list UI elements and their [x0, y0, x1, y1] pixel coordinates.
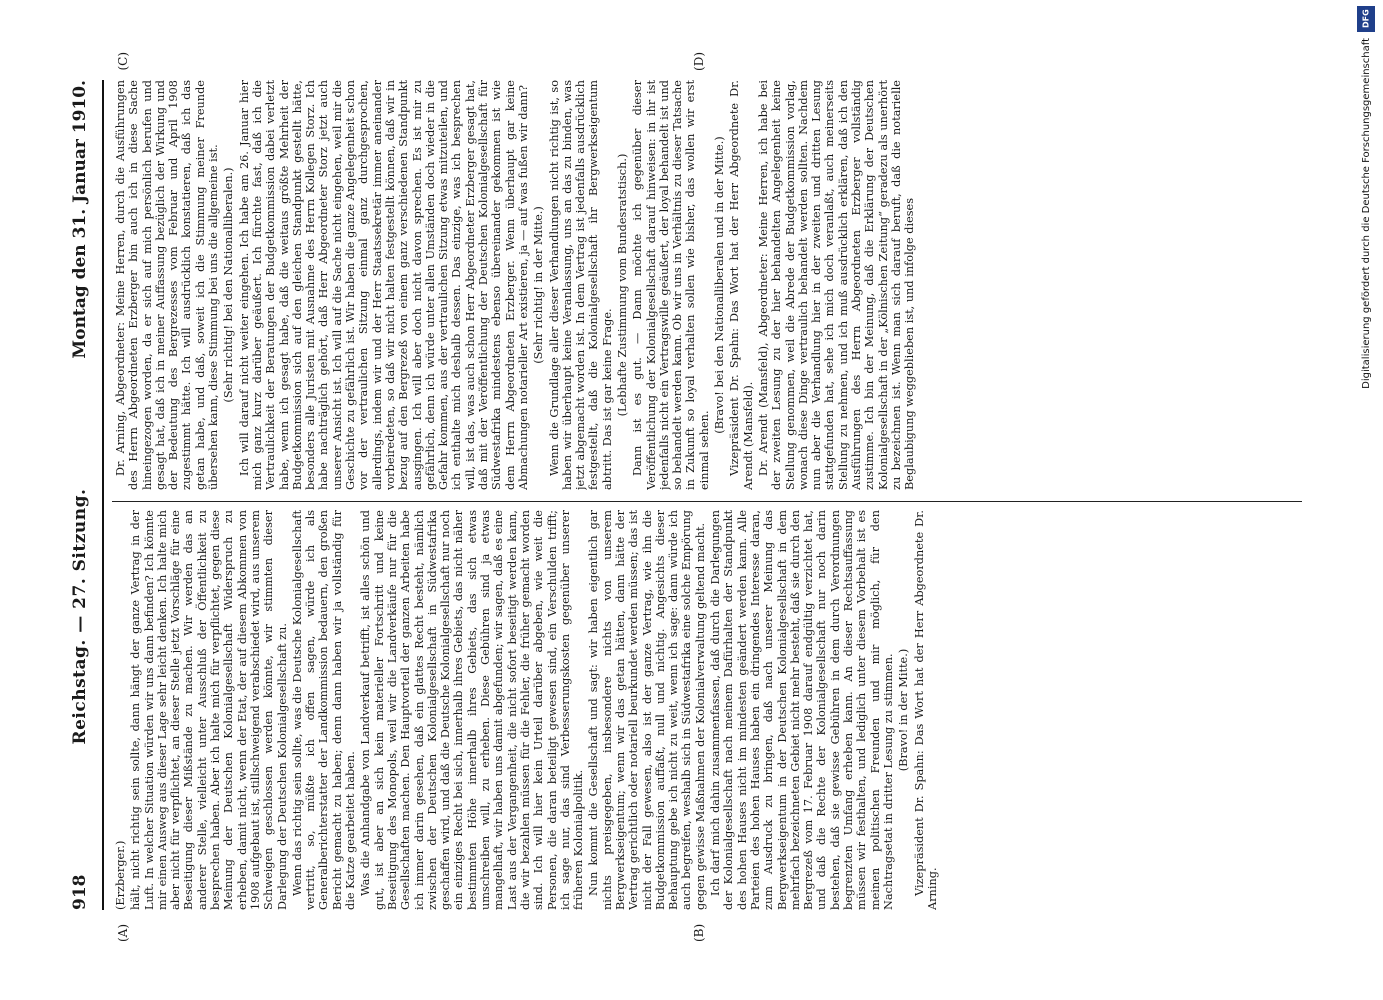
- page-number: 918: [69, 874, 90, 910]
- paragraph: Dr. Arendt (Mansfeld), Abgeordneter: Meine Herren, ich habe bei der zweiten Lesung zu der hier behandelten Angelegenheit keine Stellung genommen, weil die Abrede der Budgetkommission vorlag, wonach diese Dinge vertraulich behandelt werden sollten. Nachdem nun aber die Verhandlung hier in der zweiten und dritten Lesung stattgefunden hat, sehe ich mich doch veranlaßt, auch meinerseits Stellung zu nehmen, und ich muß ausdrücklich erklären, daß ich den Ausführungen des Herrn Abgeordneten Erzberger vollständig zustimme. Ich bin der Meinung, daß die Erklärung der Deutschen Kolonialgesellschaft in der „Kölnischen Zeitung“ geradezu als unerhört zu bezeichnen ist. Wenn man sich darauf beruft, daß die notarielle Beglaubigung weggeblieben ist, und infolge dieses: [756, 80, 916, 490]
- paragraph: Ich will darauf nicht weiter eingehen. Ich habe am 26. Januar hier mich ganz kurz darüber geäußert. Ich fürchte fast, daß ich die Vertraulichkeit der Beratungen der Budgetkommission dabei verletzt habe, wenn ich gesagt habe, daß die weitaus größte Mehrheit der Budgetkommission sich auf den gleichen Standpunkt gestellt hätte, besonders alle Juristen mit Ausnahme des Herrn Kollegen Storz. Ich habe nachträglich gehört, daß Herr Abgeordneter Storz jetzt auch unserer Ansicht ist. Ich will auf die Sache nicht eingehen, weil mir die Geschichte zu gefährlich ist. Wir haben die ganze Angelegenheit schon vor der vertraulichen Sitzung einmal ganz durchgesprochen, allerdings, indem wir und der Herr Staatssekretär immer aneinander vorbeiredeten, so daß wir nicht halten festgestellt können, daß wir in bezug auf den Bergrezeß von einem ganz verschiedenen Standpunkt ausgingen. Ich will aber doch nicht davon sprechen. Es ist mir zu gefährlich, denn ich würde unter allen Umständen doch wieder in die Gefahr kommen, aus der vertraulichen Sitzung etwas mitzuteilen, und ich enthalte mich deshalb dessen. Das einzige, was ich besprechen will, ist das, was auch schon Herr Abgeordneter Erzberger gesagt hat, daß mit der Veröffentlichung der Deutschen Kolonialgesellschaft für Südwestafrika mindestens ebenso übereinander gekommen ist wie dem Herrn Abgeordneten Erzberger. Wenn überhaupt gar keine Abmachungen notarieller Art existieren, ja — auf was fußen wir dann?: [237, 80, 530, 490]
- paragraph: Vizepräsident Dr. Spahn: Das Wort hat der Herr Abgeordnete Dr. Arning.: [912, 510, 939, 910]
- digitization-credit: [1355, 6, 1375, 996]
- marker-a: (A): [115, 923, 130, 942]
- session-date: Montag den 31. Januar 1910.: [69, 80, 90, 359]
- paragraph: Wenn die Grundlage aller dieser Verhandlungen nicht richtig ist, so haben wir überhaupt keine Veranlassung, uns an das zu binden, was jetzt abgemacht worden ist. In dem Vertrag ist jedenfalls ausdrücklich festgestellt, daß die Kolonialgesellschaft ihr Bergwerkseigentum abtritt. Das ist gar keine Frage.: [547, 80, 614, 490]
- rotated-page: [52, 50, 1332, 950]
- digitization-credit-text: Digitalisierung gefördert durch die Deutsche Forschungsgemeinschaft: [1361, 38, 1372, 389]
- reaction-note: (Sehr richtig! in der Mitte.): [531, 206, 545, 364]
- left-column: [114, 510, 1322, 910]
- right-column: [114, 80, 1322, 490]
- reaction-note: (Bravo! bei den Nationalliberalen und in der Mitte.): [712, 136, 726, 434]
- marker-b: (B): [691, 923, 706, 942]
- paragraph: Nun kommt die Gesellschaft und sagt: wir haben eigentlich gar nichts preisgegeben, insbesondere nichts von unserem Bergwerkseigentum; wenn wir das getan hätten, dann hätte der Vertrag gerichtlich oder notariell beurkundet werden müssen; das ist nicht der Fall gewesen, also ist der ganze Vertrag, wie ihn die Budgetkommission auffaßt, null und nichtig. Angesichts dieser Behauptung gebe ich nicht zu weit, wenn ich sage: dann würde ich auch begreifen, weshalb sich in Südwestafrika eine solche Empörung gegen gewisse Maßnahmen der Kolonialverwaltung geltend macht.: [586, 510, 707, 910]
- session-title: Reichstag. — 27. Sitzung.: [69, 488, 90, 745]
- page-header: [70, 80, 96, 910]
- reaction-note: (Bravo! in der Mitte.): [896, 648, 910, 772]
- header-rule: [102, 80, 104, 910]
- reaction-note: (Lebhafte Zustimmung vom Bundesratstisch.): [615, 153, 629, 417]
- speaker-continued: (Erzberger.): [113, 840, 127, 910]
- dfg-logo: DFG: [1357, 6, 1375, 32]
- paragraph: Wenn das richtig sein sollte, was die Deutsche Kolonialgesellschaft vertritt, so, müßte ich offen sagen, würde ich als Generalberichterstatter der Landkommission bedauern, den großen Bericht gemacht zu haben; denn dann haben wir ja vollständig für die Katze gearbeitet haben.: [290, 510, 357, 910]
- marker-c: (C): [115, 52, 130, 71]
- paragraph: hält, nicht richtig sein sollte, dann hängt der ganze Vertrag in der Luft. In welcher Situation würden wir uns dann befinden? Ich könnte mir einen Ausweg aus dieser Lage sehr leicht denken. Ich halte mich aber nicht für verpflichtet, an dieser Stelle jetzt Vorschläge für eine Beseitigung dieser Mißstände zu machen. Wir werden das an anderer Stelle, vielleicht unter Ausschluß der Öffentlichkeit zu besprechen haben. Aber ich halte mich für verpflichtet, gegen diese Meinung der Deutschen Kolonialgesellschaft Widerspruch zu erheben, damit nicht, wenn der Etat, der auf diesem Abkommen von 1908 aufgebaut ist, stillschweigend verabschiedet wird, aus unserem Schweigen geschlossen werden könnte, wir stimmten dieser Darlegung der Deutschen Kolonialgesellschaft zu.: [128, 510, 289, 910]
- paragraph: Ich darf mich dahin zusammenfassen, daß durch die Darlegungen der Kolonialgesellschaft nach meinem Dafürhalten der Standpunkt des hohen Hauses nicht im mindesten geändert werden kann. Alle Parteien des hohen Hauses haben ein dringendes Interesse daran, zum Ausdruck zu bringen, daß nach unserer Meinung das Bergwerkseigentum in der Deutschen Kolonialgesellschaft in dem mehrfach bezeichneten Gebiet nicht mehr besteht, daß sie durch den Bergrezeß vom 17. Februar 1908 darauf endgültig verzichtet hat, und daß die Rechte der Kolonialgesellschaft nur noch darin bestehen, daß sie gewisse Gebühren in dem durch Verordnungen begrenzten Umfang erheben kann. An dieser Rechtsauffassung müssen wir festhalten, und lediglich unter diesem Vorbehalt ist es meinen politischen Freunden und mir möglich, für den Nachtragsetat in dritter Lesung zu stimmen.: [708, 510, 895, 910]
- reaction-note: (Sehr richtig! bei den Nationalliberalen.): [221, 167, 235, 403]
- paragraph: Dann ist es gut. — Dann möchte ich gegenüber dieser Veröffentlichung der Kolonialgesellschaft darauf hinweisen: in ihr ist jedenfalls nicht ein Vertragswille geäußert, der loyal behandelt ist und so behandelt werden kann. Ob wir uns in Verhältnis zu dieser Tatsache in Zukunft so loyal verhalten sollen wie bisher, das wollen wir erst einmal sehen.: [630, 80, 711, 490]
- paragraph: Dr. Arning, Abgeordneter: Meine Herren, durch die Ausführungen des Herrn Abgeordneten Erzberger bin auch ich in diese Sache hineingezogen worden, da er sich auf mich persönlich berufen und gesagt hat, daß ich in meiner Auffassung bezüglich der Wirkung und der Bedeutung des Bergrezesses vom Februar und April 1908 zugestimmt hätte. Ich will ausdrücklich konstatieren, daß ich das getan habe, und daß, soweit ich die Stimmung meiner Freunde übersehen kann, diese Stimmung bei uns die allgemeine ist.: [113, 80, 220, 490]
- paragraph: Was die Anhandgabe von Landverkauf betrifft, ist alles schön und gut, ist aber an sich kein materieller Fortschritt und keine Beseitigung des Monopols, weil wir die Landverkäufe nur für die Gesellschaften machen. Den Hauptvorteil der ganzen Arbeiten habe ich immer darin gesehen, daß ein glattes Recht besteht, nämlich zwischen der Deutschen Kolonialgesellschaft in Südwestafrika geschaffen wird, und daß die Deutsche Kolonialgesellschaft nur noch ein einziges Recht bei sich, innerhalb ihres Gebiets, das nicht näher bestimmten Höhe innerhalb ihres Gebiets, das sich etwas umschreiben will, zu erheben. Diese Gebühren sind ja etwas mangelhaft, wir haben uns damit abgefunden; wir sagen, daß es eine Last aus der Vergangenheit, die nicht sofort beseitigt werden kann, die wir bezahlen müssen für die Fehler, die früher gemacht worden sind. Ich will hier kein Urteil darüber abgeben, wie weit die Personen, die daran beteiligt gewesen sind, ein Verschulden trifft; ich sage nur, das sind Verbesserungskosten gegenüber unserer früheren Kolonialpolitik.: [358, 510, 585, 910]
- marker-d: (D): [691, 52, 706, 71]
- paragraph: Vizepräsident Dr. Spahn: Das Wort hat der Herr Abgeordnete Dr. Arendt (Mansfeld).: [727, 80, 755, 490]
- column-divider: [112, 501, 1302, 502]
